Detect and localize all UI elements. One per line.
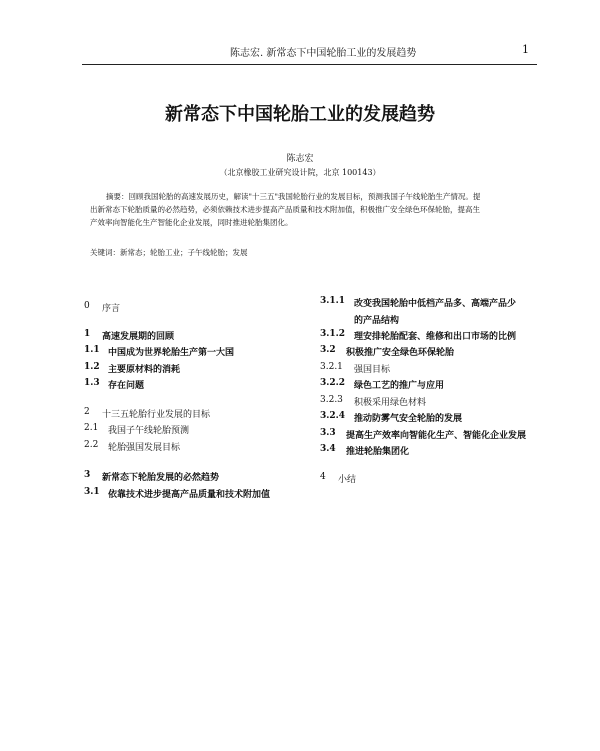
toc-number: 1.3 <box>84 378 100 388</box>
abstract <box>90 190 530 229</box>
toc-number: 3.2.2 <box>320 378 346 388</box>
toc-text: 轮胎强国发展目标 <box>108 443 181 453</box>
keywords: 关键词：新常态；轮胎工业；子午线轮胎；发展 <box>90 248 248 257</box>
toc-number: 3.1 <box>84 487 100 497</box>
header-rule <box>82 64 537 65</box>
toc-text: 积极采用绿色材料 <box>354 398 427 408</box>
abstract-line: 产效率向智能化生产智能化企业发展，同时推进轮胎集团化。 <box>90 218 293 227</box>
toc-text: 存在问题 <box>108 381 145 391</box>
abstract-line: 摘要：回顾我国轮胎的高速发展历史，解读"十三五"我国轮胎行业的发展目标，预测我国子午线轮胎生产情况。提 <box>106 192 481 201</box>
toc-number: 2.2 <box>84 440 99 450</box>
toc-text: 强国目标 <box>354 365 391 375</box>
toc-text: 十三五轮胎行业发展的目标 <box>102 410 211 420</box>
toc-number: 3.1.2 <box>320 329 346 339</box>
toc-number: 3.1.1 <box>320 296 346 306</box>
toc-text: 高速发展期的回顾 <box>102 332 175 342</box>
toc-text: 中国成为世界轮胎生产第一大国 <box>108 348 235 358</box>
affiliation: （北京橡胶工业研究设计院，北京 100143） <box>219 168 381 177</box>
toc-text: 的产品结构 <box>354 316 400 326</box>
toc-number: 1 <box>84 329 91 339</box>
toc-text: 理安排轮胎配套、维修和出口市场的比例 <box>354 332 517 342</box>
toc-text: 推动防雾气安全轮胎的发展 <box>354 414 463 424</box>
toc-number: 3.3 <box>320 428 336 438</box>
paper-title: 新常态下中国轮胎工业的发展趋势 <box>165 104 435 125</box>
toc-text: 积极推广安全绿色环保轮胎 <box>346 348 455 358</box>
toc-number: 3 <box>84 470 91 480</box>
toc-number: 1.1 <box>84 345 100 355</box>
toc-text: 我国子午线轮胎预测 <box>108 426 190 436</box>
toc-text: 改变我国轮胎中低档产品多、高端产品少 <box>354 299 517 309</box>
author: 陈志宏 <box>286 154 314 164</box>
page-number: 1 <box>522 43 529 56</box>
toc-number: 1.2 <box>84 362 100 372</box>
toc-text: 依靠技术进步提高产品质量和技术附加值 <box>108 490 271 500</box>
toc-number: 3.2 <box>320 345 336 355</box>
toc-number: 4 <box>320 472 326 482</box>
toc-number: 3.2.1 <box>320 362 343 372</box>
toc-number: 0 <box>84 301 90 311</box>
toc-text: 小结 <box>338 475 357 485</box>
running-head: 陈志宏. 新常态下中国轮胎工业的发展趋势 <box>230 48 417 59</box>
toc-number: 2.1 <box>84 423 99 433</box>
toc-text: 推进轮胎集团化 <box>346 447 410 457</box>
toc-number: 3.4 <box>320 444 336 454</box>
abstract-line: 出新常态下轮胎质量的必然趋势，必须依赖技术进步提高产品质量和技术附加值，积极推广安全绿色环保轮胎，提高生 <box>90 205 480 214</box>
toc-number: 2 <box>84 407 90 417</box>
toc-text: 序言 <box>102 304 121 314</box>
toc-number: 3.2.3 <box>320 395 343 405</box>
toc-text: 绿色工艺的推广与应用 <box>354 381 445 391</box>
toc-text: 提高生产效率向智能化生产、智能化企业发展 <box>346 431 527 441</box>
toc-text: 主要原材料的消耗 <box>108 365 181 375</box>
toc-number: 3.2.4 <box>320 411 346 421</box>
toc-text: 新常态下轮胎发展的必然趋势 <box>102 473 220 483</box>
